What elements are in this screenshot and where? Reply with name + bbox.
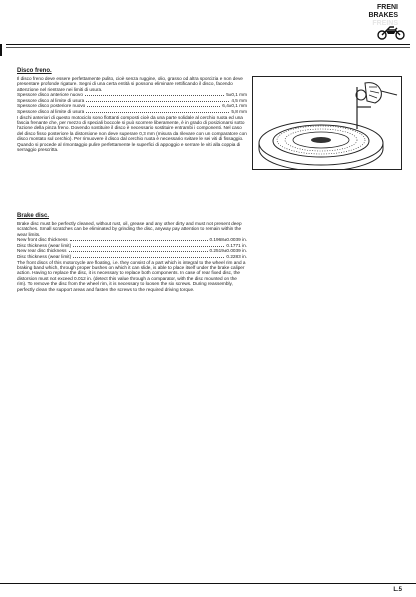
header-rule-top [6, 44, 410, 45]
english-intro: Brake disc must be perfectly cleaned, without rust, oil, grease and any other dirty and must not present deep scratches. Small scratches can be eliminated by grinding the disc, anyway pay attention to remain within the wear limits. [17, 221, 242, 237]
english-spec-list [17, 237, 247, 259]
leader-dots [70, 237, 208, 241]
spec-value: 4,5 mm [231, 97, 247, 103]
page-edge-mark [0, 44, 6, 56]
italian-section [17, 68, 247, 152]
leader-dots [85, 92, 224, 96]
footer-rule [0, 583, 416, 584]
english-title: Brake disc. [17, 213, 50, 219]
spec-value: 5,8 mm [231, 109, 247, 114]
italian-body: I dischi anteriori di questo motociclo sono flottanti composti cioè da una parte solidale al cerchio ruota ed una fascia frenante che, per mezzo di speciali boccole si può scorrere liberamente, è in grado di posizionarsi sotto l'azione della pinza freno. Dovendo sostituire il disco è necessario sostituire entrambi i componenti. Nel caso del disco fisso posteriore la distorsione non deve superare 0,3 mm (misura da rilevare con un comparatore con disco montato sul cerchio). Per rimuovere il disco dal cerchio ruota è necessario svitare le sei viti di fissaggio. Quando si procede al rimontaggio pulire perfettamente le superfici di appoggio e serrare le viti alla coppia di serraggio prescritta. [17, 114, 247, 153]
spec-label: Spessore disco posteriore nuovo [17, 103, 86, 109]
spec-value: 0.2519±0.0039 in. [209, 248, 247, 254]
leader-dots [73, 254, 224, 258]
header-rule-bottom [6, 47, 410, 48]
spec-label: New rear disc thickness [17, 248, 67, 254]
leader-dots [73, 243, 224, 247]
spec-value: 0.2283 in. [226, 254, 247, 259]
disc-comparator-drawing [253, 77, 401, 169]
spec-value: 0.1771 in. [226, 242, 247, 248]
italian-title: Disco freno. [17, 68, 52, 74]
header-title-ghost: FREINS [372, 20, 398, 27]
spec-label: Spessore disco anteriore nuovo [17, 92, 83, 98]
page-number: L.5 [393, 587, 402, 593]
spec-label: Disc thickness (wear limit) [17, 242, 72, 248]
brake-disc-illustration [252, 76, 402, 170]
english-section [17, 213, 247, 292]
leader-dots [87, 103, 220, 107]
leader-dots [69, 248, 208, 252]
spec-value: 0.1968±0.0039 in. [209, 237, 247, 243]
spec-label: Disc thickness (wear limit) [17, 254, 72, 259]
leader-dots [86, 109, 229, 113]
spec-value: 5±0,1 mm [226, 92, 247, 98]
header-title-italian: FRENI [377, 4, 398, 11]
english-body: The front discs of this motorcycle are floating, i.e. they consist of a part which is integral to the wheel rim and a braking band which, through proper bushes on which it can slide, is able to place itself under the brake caliper action. Having to replace the disc, it is necessary to replace both components. In case of rear fixed disc, the distorsion must not exceed 0.012 in. (detect this value through a comparator, with the disc mounted on the rim). To remove the disc from the wheel rim, it is necessary to loosen the six screws. During reassembly, perfectly clean the support areas and fasten the screws to the required driving torque. [17, 259, 246, 292]
motorcycle-icon [376, 24, 406, 40]
italian-intro: Il disco freno deve essere perfettamente pulito, cioè senza ruggine, olio, grasso od altra sporcizia e non deve presentare profonde rigature. Segni di una certa entità si possono eliminare rettificando il disco, facendo attenzione nel rientrare nei limiti di usura. [17, 76, 243, 92]
spec-label: Spessore disco al limite di usura [17, 109, 85, 114]
header-title-english: BRAKES [368, 12, 398, 19]
leader-dots [86, 98, 229, 102]
spec-label: Spessore disco al limite di usura [17, 97, 85, 103]
spec-label: New front disc thickness [17, 237, 68, 243]
italian-spec-list [17, 92, 247, 114]
spec-value: 6,4±0,1 mm [222, 103, 247, 109]
